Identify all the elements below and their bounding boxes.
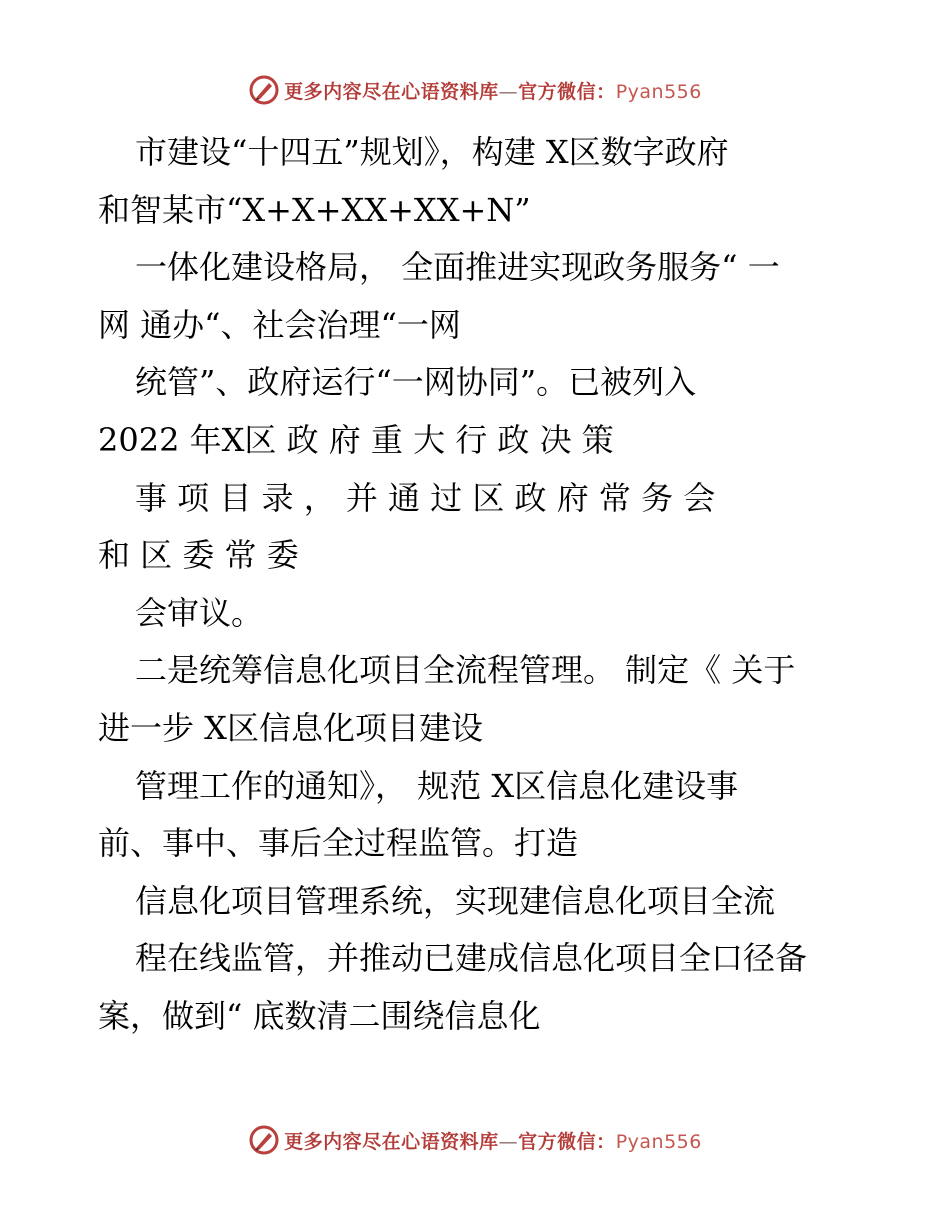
- text-line: 前、事中、事后全过程监管。打造: [98, 824, 579, 863]
- banner-site-name: 更多内容尽在心语资料库: [284, 80, 499, 103]
- text-line: 进一步 X区信息化项目建设: [98, 708, 483, 747]
- text-line: 信息化项目管理系统，实现建信息化项目全流: [135, 881, 776, 920]
- text-line: 程在线监管，并推动已建成信息化项目全口径备: [135, 939, 808, 978]
- document-body: [98, 124, 858, 1046]
- text-line: 市建设“十四五”规划》，构建 X区数字政府: [135, 133, 729, 171]
- banner-dash: —: [498, 1130, 519, 1153]
- pen-circle-logo-icon: [248, 74, 280, 106]
- text-line: 和 区 委 常 委: [98, 536, 299, 575]
- banner-site-name: 更多内容尽在心语资料库: [284, 1130, 499, 1153]
- text-line: 管理工作的通知》， 规范 X区信息化建设事: [135, 766, 739, 805]
- text-line: 网 通办“、社会治理“一网: [98, 305, 461, 344]
- text-line: 2022 年X区 政 府 重 大 行 政 决 策: [98, 420, 614, 459]
- banner-text: [284, 1127, 702, 1154]
- banner-account: Pyan556: [615, 1130, 702, 1153]
- banner-account: Pyan556: [615, 80, 702, 103]
- text-line: 会审议。: [135, 593, 264, 632]
- text-line: 统管”、政府运行“一网协同”。已被列入: [135, 363, 697, 402]
- footer-banner: [0, 1118, 950, 1162]
- pen-circle-logo-icon: [248, 1124, 280, 1156]
- banner-dash: —: [498, 80, 519, 103]
- header-banner: [0, 68, 950, 112]
- banner-wechat-label: 官方微信：: [518, 1130, 616, 1153]
- text-line: 案，做到“ 底数清二围绕信息化: [98, 996, 541, 1035]
- text-line: 事 项 目 录 ， 并 通 过 区 政 府 常 务 会: [135, 478, 716, 517]
- banner-wechat-label: 官方微信：: [518, 80, 616, 103]
- text-line: 一体化建设格局， 全面推进实现政务服务“ 一: [135, 248, 780, 287]
- banner-text: [284, 77, 702, 104]
- text-line: 二是统筹信息化项目全流程管理。 制定《 关于: [135, 651, 796, 690]
- text-line: 和智某市“X+X+XX+XX+N”: [98, 190, 531, 229]
